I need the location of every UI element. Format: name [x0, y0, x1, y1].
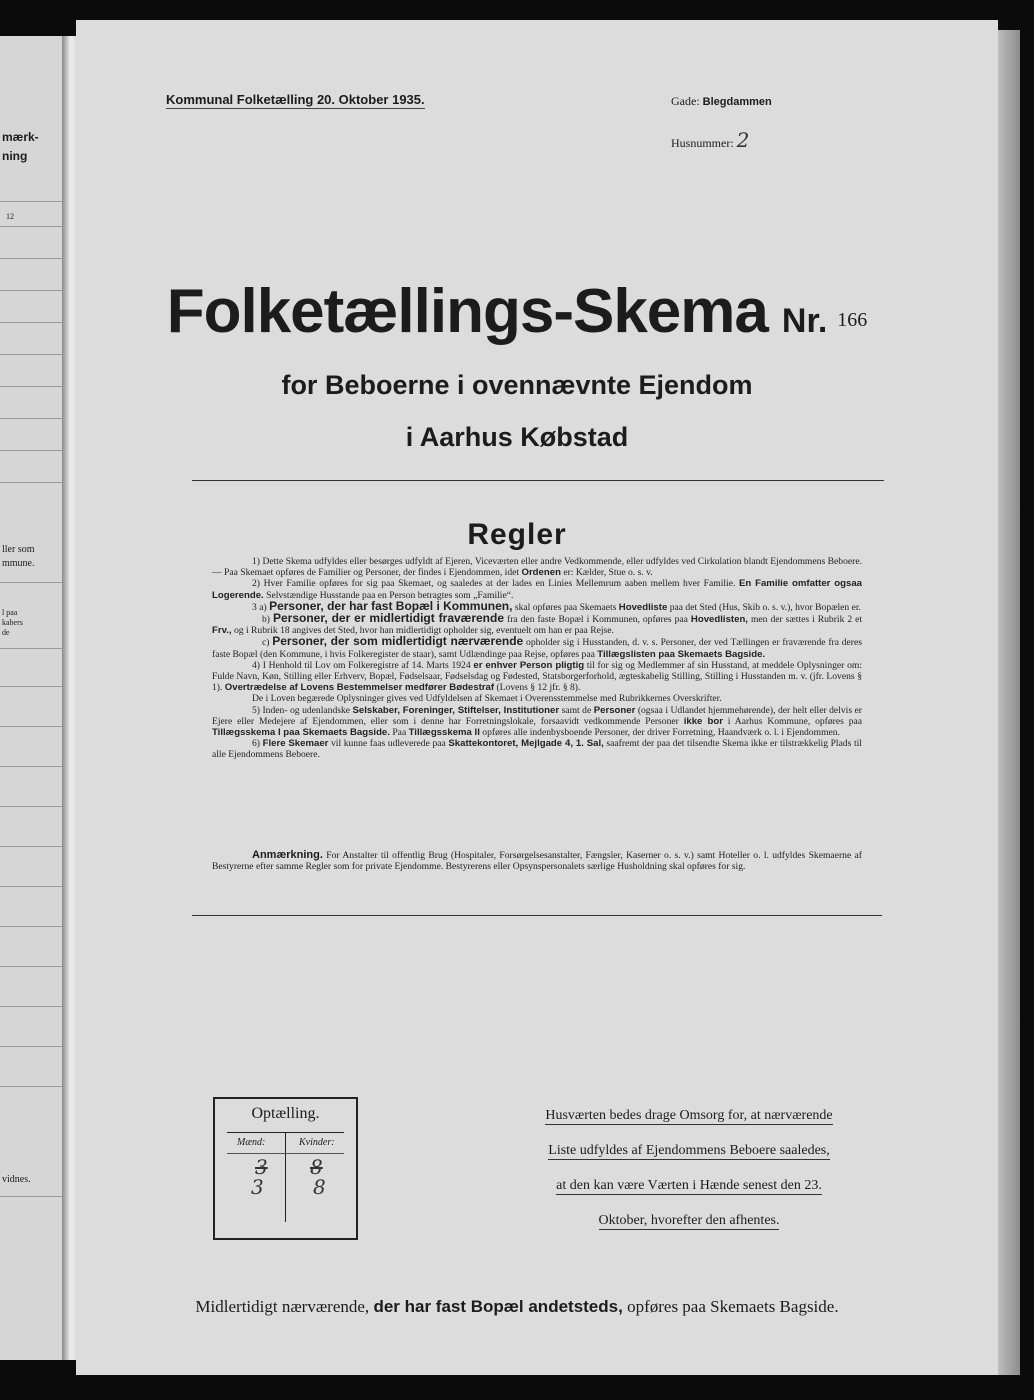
left-page-text: ning [2, 149, 28, 163]
rule-6: 6) Flere Skemaer vil kunne faas udleverede paa Skattekontoret, Mejlgade 4, 1. Sal, saafremt der paa det tilsendte Skema ikke er tilstrækkelig Plads til alle Ejendommens Beboere. [212, 738, 862, 761]
book-spine [62, 36, 76, 1360]
form-number-label: Nr. [781, 302, 828, 340]
rule-3c: c) Personer, der som midlertidigt nærværende opholder sig i Husstanden, d. v. s. Personer, der ved Tællingen er fraværende fra deres faste Bopæl (den Kommune, i hvis Folkeregister de staar), samt Udlændinge paa Rejse, opføres paa Tillægslisten paa Skemaets Bagside. [212, 634, 862, 660]
left-page-rule [0, 1196, 62, 1197]
divider [192, 480, 884, 481]
left-page-rule [0, 1086, 62, 1087]
rule-3b: b) Personer, der er midlertidigt fraværende fra den faste Bopæl i Kommunen, opføres paa Hovedlisten, men der sættes i Rubrik 2 et Frv., og i Rubrik 18 angives det Sted, hvor han midlertidigt opholder sig, eventuelt om han er paa Rejse. [212, 611, 863, 637]
notice-line: Husværten bedes drage Omsorg for, at nærværende [545, 1108, 833, 1123]
left-page-rule [0, 582, 62, 583]
left-page-rule [0, 766, 62, 767]
left-page-text: kabers [2, 618, 23, 627]
left-page-rule [0, 726, 62, 727]
house-number-label: Husnummer: [671, 136, 734, 150]
women-label: Kvinder: [299, 1137, 335, 1148]
left-page-rule [0, 1006, 62, 1007]
rule-5: 5) Inden- og udenlandske Selskaber, Foreninger, Stiftelser, Institutioner samt de Personer (ogsaa i Udlandet hjemmehørende), der helt eller delvis er Ejere eller Medejere af Ejendommen, eller som i denne har Forretningslokale, forsaavidt vedkommende Personer ikke bor i Aarhus Kommune, opføres paa Tillægsskema I paa Skemaets Bagside. Paa Tillægsskema II opføres alle indenbysboende Personer, der driver Forretning, Haandværk o. l. i Ejendommen. [212, 704, 863, 739]
left-page-rule [0, 806, 62, 807]
men-count: 3 [251, 1175, 264, 1199]
divider [192, 915, 882, 916]
left-page-rule [0, 201, 62, 202]
remark [212, 850, 862, 873]
left-page-rule [0, 258, 62, 259]
remark-label: Anmærkning. [252, 849, 323, 861]
left-page-text: vidnes. [2, 1174, 31, 1185]
form-title [0, 276, 1034, 347]
left-page-text: de [2, 628, 10, 637]
rules-heading: Regler [467, 518, 567, 551]
rule-2: 2) Hver Familie opføres for sig paa Skemaet, og saaledes at der lades en Linies Mellemrum aaben mellem hver Familie. En Familie omfatter ogsaa Logerende. Selvstændige Husstande paa en Person betragtes som „Familie“. [212, 578, 862, 601]
form-title-main: Folketællings-Skema [166, 277, 768, 346]
left-facing-page [0, 36, 62, 1360]
count-box-title: Optælling. [251, 1105, 320, 1122]
street-field [671, 94, 772, 109]
census-title: Kommunal Folketælling 20. Oktober 1935. [166, 92, 425, 107]
footer-note: Midlertidigt nærværende, der har fast Bopæl andetsteds, opføres paa Skemaets Bagside. [195, 1297, 839, 1316]
women-count-struck: 8 [310, 1155, 323, 1179]
left-page-rule [0, 354, 62, 355]
remark-text: For Anstalter til offentlig Brug (Hospitaler, Forsørgelsesanstalter, Fængsler, Kaserner o. s. v.) samt Hoteller o. l. udfyldes Skemaerne af Bestyrerne efter samme Regler som for private Ejendomme. Bestyrerens eller Opsynspersonalets særlige Husholdning skal opføres for sig. [212, 850, 862, 873]
left-page-text: l paa [2, 608, 18, 617]
count-box-rule [227, 1153, 344, 1154]
rule-1: 1) Dette Skema udfyldes eller besørges udfyldt af Ejeren, Viceværten eller andre Vedkommende, eller udfyldes ved Cirkulation blandt Ejendommens Beboere. — Paa Skemaet opføres de Familier og Personer, der findes i Ejendommen, idet Ordenen er: Kælder, Stue o. s. v. [212, 556, 862, 579]
rule-4-note: De i Loven begærede Oplysninger gives ved Udfyldelsen af Skemaet i Overensstemmelse med Rubrikkernes Overskrifter. [252, 693, 722, 705]
men-label: Mænd: [237, 1137, 266, 1148]
men-count-struck: 3 [255, 1155, 268, 1179]
left-page-rule [0, 686, 62, 687]
house-number-value: 2 [736, 128, 750, 152]
left-page-text: ller som [2, 544, 35, 555]
count-box [213, 1097, 358, 1240]
form-subtitle: for Beboerne i ovennævnte Ejendom [281, 370, 753, 400]
form-location: i Aarhus Købstad [405, 422, 629, 452]
rule-4: 4) I Henhold til Lov om Folkeregistre af 14. Marts 1924 er enhver Person pligtig til for sig og Medlemmer af sin Husstand, at meddele Oplysninger om: Fulde Navn, Køn, Stilling eller Erhverv, Bopæl, Fødselsaar, Fødselsdag og Fødested, Statsborgerforhold, ægteskabelig Stilling, Stilling i Husstanden m. v. (jfr. Lovens § 1). Overtrædelse af Lovens Bestemmelser medfører Bødestraf (Lovens § 12 jfr. § 8). [212, 659, 862, 694]
form-number-value: 166 [837, 308, 868, 331]
rule-3a: 3 a) Personer, der har fast Bopæl i Kommunen, skal opføres paa Skemaets Hovedliste paa det Sted (Hus, Skib o. s. v.), hvor Bopælen er. [252, 598, 861, 613]
street-label: Gade: [671, 94, 700, 108]
house-number-field [671, 128, 749, 152]
left-page-rule [0, 418, 62, 419]
rules-text [212, 556, 862, 761]
left-page-rule [0, 1046, 62, 1047]
left-page-text: mærk- [2, 130, 39, 144]
page-edge-shadow [998, 30, 1020, 1375]
women-count: 8 [313, 1175, 326, 1199]
notice-line: Liste udfyldes af Ejendommens Beboere saaledes, [548, 1143, 830, 1158]
left-page-rule [0, 886, 62, 887]
street-value: Blegdammen [702, 96, 772, 108]
left-page-text: 12 [6, 212, 14, 221]
left-page-rule [0, 966, 62, 967]
count-box-divider [285, 1132, 286, 1222]
left-page-rule [0, 226, 62, 227]
left-page-rule [0, 482, 62, 483]
left-page-text: mmune. [2, 558, 35, 569]
notice-line: at den kan være Værten i Hænde senest den 23. [556, 1178, 822, 1193]
notice-line: Oktober, hvorefter den afhentes. [598, 1213, 780, 1228]
left-page-rule [0, 846, 62, 847]
left-page-rule [0, 926, 62, 927]
left-page-rule [0, 648, 62, 649]
